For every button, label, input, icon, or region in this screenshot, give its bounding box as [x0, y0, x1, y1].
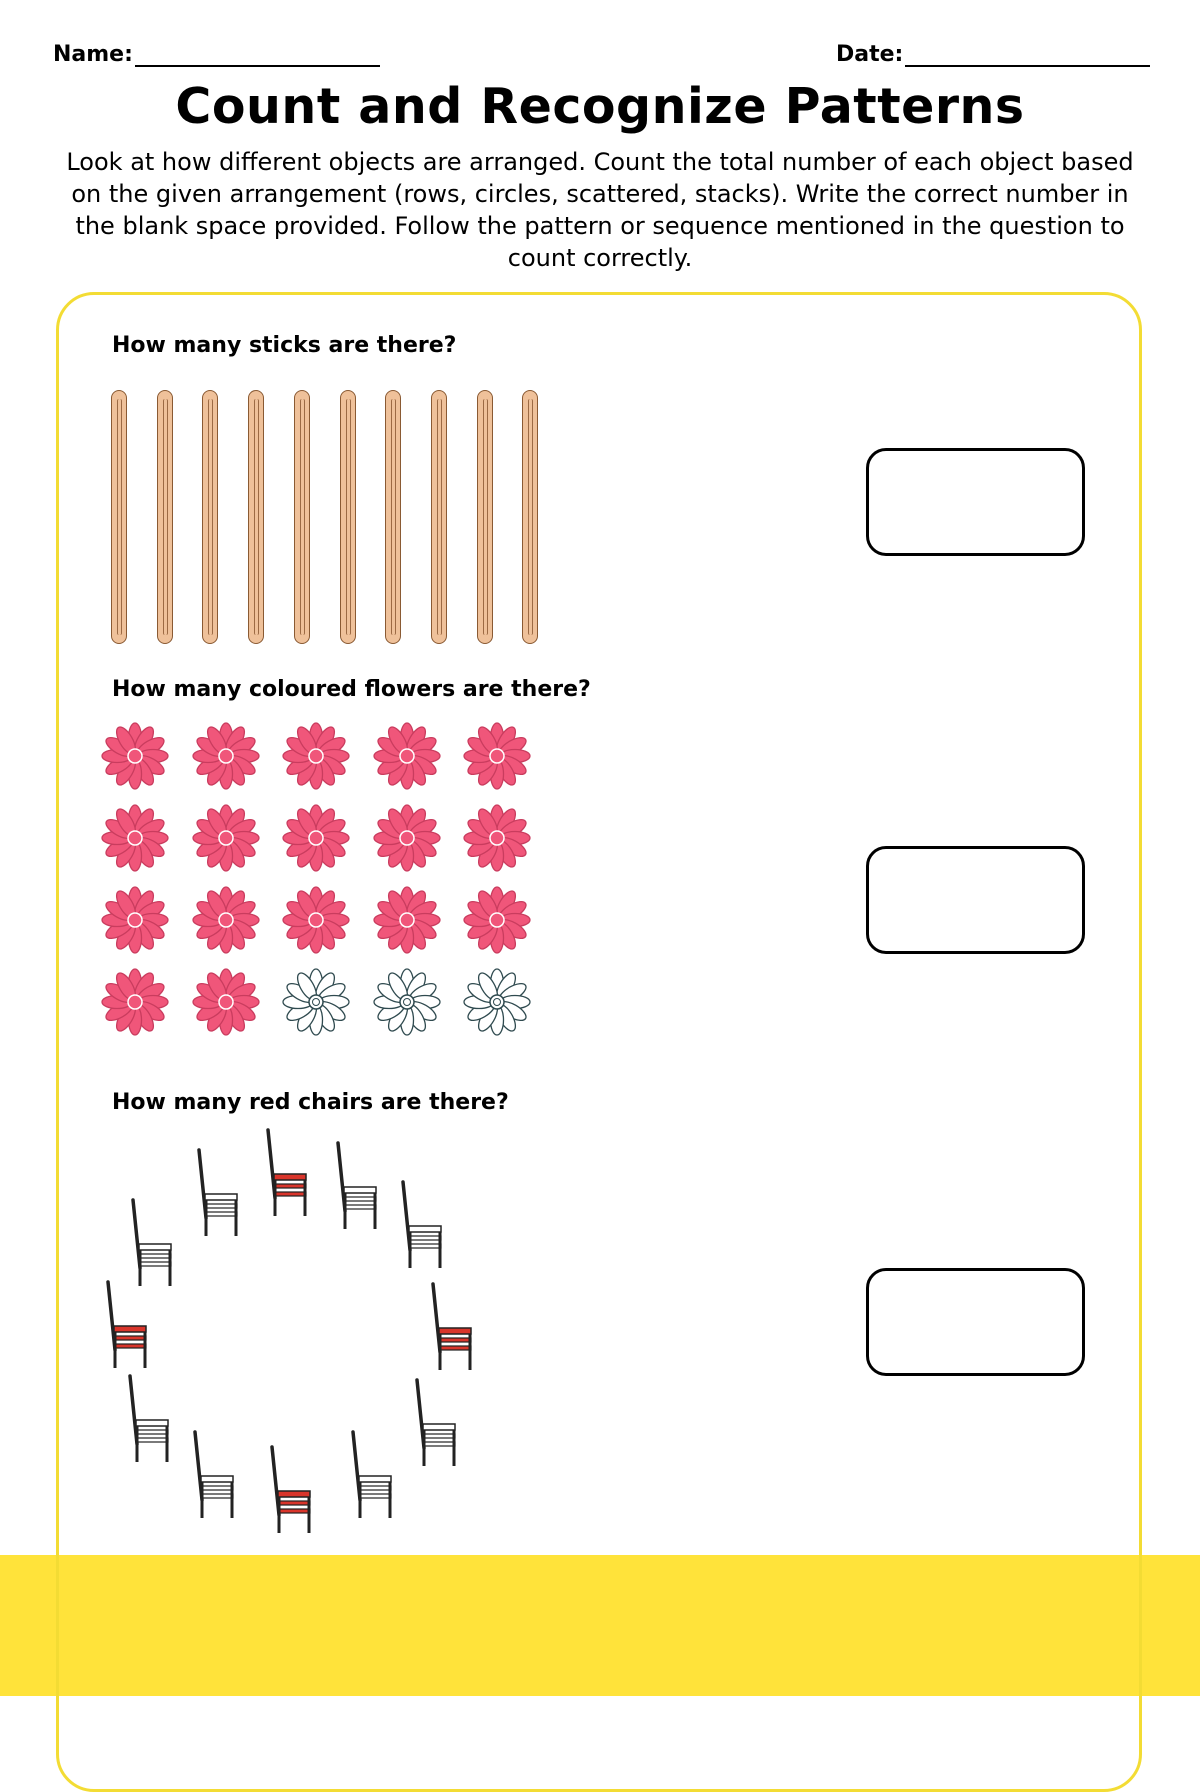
flower-icon-coloured — [371, 802, 443, 874]
chair-icon-white — [412, 1378, 460, 1468]
flower-icon-coloured — [371, 720, 443, 792]
flower-icon-coloured — [99, 720, 171, 792]
question-flowers: How many coloured flowers are there? — [112, 677, 591, 702]
flower-icon-uncoloured — [461, 966, 533, 1038]
chair-icon-white — [333, 1141, 381, 1231]
flower-icon-coloured — [371, 884, 443, 956]
flower-icon-coloured — [280, 884, 352, 956]
stick-icon — [202, 390, 218, 644]
stick-icon — [248, 390, 264, 644]
chair-icon-white — [125, 1374, 173, 1464]
flower-icon-coloured — [461, 720, 533, 792]
flower-icon-coloured — [190, 884, 262, 956]
flower-icon-coloured — [461, 884, 533, 956]
stick-icon — [522, 390, 538, 644]
flower-icon-uncoloured — [280, 966, 352, 1038]
chair-icon-red — [103, 1280, 151, 1370]
name-field[interactable] — [53, 42, 380, 67]
instructions: Look at how different objects are arranged. Count the total number of each object based on the given arrangement (rows, circles, scattered, stacks). Write the correct number in the blank space provided. Follow the pattern or sequence mentioned in the question to count correctly. — [66, 148, 1134, 272]
page-title: Count and Recognize Patterns — [175, 78, 1025, 135]
chair-icon-white — [398, 1180, 446, 1270]
answer-box-chairs[interactable] — [866, 1268, 1085, 1376]
chair-icon-white — [190, 1430, 238, 1520]
answer-box-sticks[interactable] — [866, 448, 1085, 556]
flower-icon-uncoloured — [371, 966, 443, 1038]
flower-icon-coloured — [190, 966, 262, 1038]
date-blank-line[interactable] — [905, 43, 1150, 67]
stick-icon — [294, 390, 310, 644]
stick-icon — [157, 390, 173, 644]
date-field[interactable] — [836, 42, 1150, 67]
date-label: Date: — [836, 42, 904, 67]
question-chairs: How many red chairs are there? — [112, 1090, 509, 1115]
stick-icon — [340, 390, 356, 644]
answer-box-flowers[interactable] — [866, 846, 1085, 954]
flower-icon-coloured — [99, 802, 171, 874]
flower-icon-coloured — [461, 802, 533, 874]
flower-icon-coloured — [280, 802, 352, 874]
stick-icon — [111, 390, 127, 644]
flower-icon-coloured — [190, 802, 262, 874]
question-sticks: How many sticks are there? — [112, 333, 457, 358]
name-blank-line[interactable] — [135, 43, 380, 67]
chair-icon-white — [194, 1148, 242, 1238]
flower-icon-coloured — [280, 720, 352, 792]
chair-icon-white — [128, 1198, 176, 1288]
flower-icon-coloured — [99, 966, 171, 1038]
stick-icon — [431, 390, 447, 644]
stick-icon — [477, 390, 493, 644]
chair-icon-red — [428, 1282, 476, 1372]
name-label: Name: — [53, 42, 133, 67]
chair-icon-red — [267, 1445, 315, 1535]
flower-icon-coloured — [190, 720, 262, 792]
chair-icon-red — [263, 1128, 311, 1218]
chair-icon-white — [348, 1430, 396, 1520]
stick-icon — [385, 390, 401, 644]
flower-icon-coloured — [99, 884, 171, 956]
